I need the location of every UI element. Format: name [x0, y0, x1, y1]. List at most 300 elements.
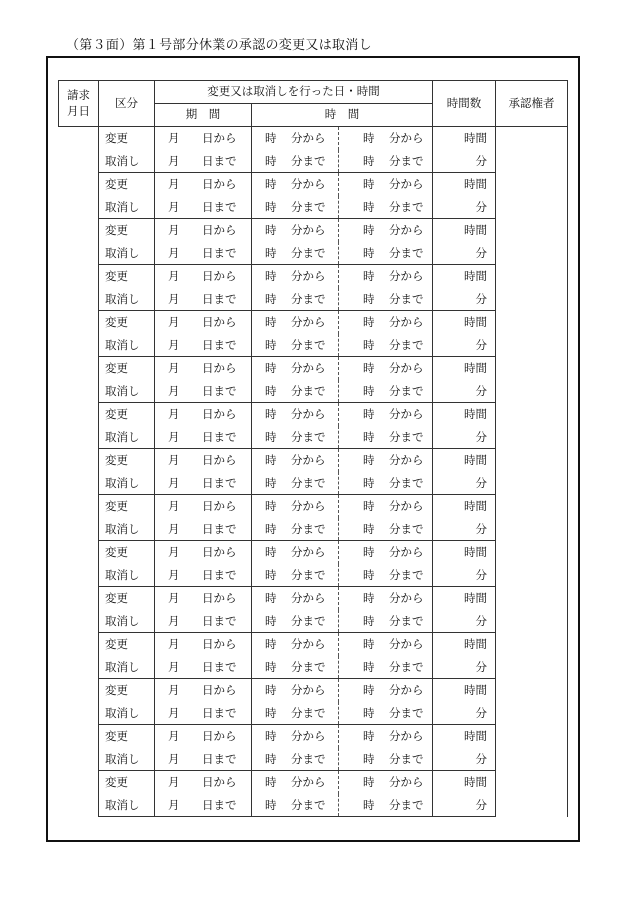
- minute-to-label: 分まで: [291, 475, 326, 490]
- minute-from-label: 分から: [389, 591, 424, 606]
- table-row-cancel: [59, 702, 568, 725]
- cancel-label: 取消し: [99, 702, 155, 725]
- hour-label: 時: [363, 775, 375, 790]
- hours-cell[interactable]: 時間: [433, 587, 496, 610]
- approver-cell[interactable]: [496, 541, 568, 587]
- approver-cell[interactable]: [496, 403, 568, 449]
- hour-label: 時: [265, 567, 277, 582]
- time-start-to-cell[interactable]: [252, 656, 339, 679]
- hour-label: 時: [265, 315, 277, 330]
- table-row-change: [59, 173, 568, 196]
- minute-to-label: 分まで: [291, 291, 326, 306]
- hour-label: 時: [265, 269, 277, 284]
- month-label: 月: [168, 545, 180, 560]
- period-to-cell[interactable]: [155, 288, 252, 311]
- hour-label: 時: [265, 659, 277, 674]
- minute-from-label: 分から: [389, 499, 424, 514]
- period-from-cell[interactable]: [155, 219, 252, 242]
- hour-label: 時: [265, 729, 277, 744]
- request-date-cell[interactable]: [59, 219, 99, 265]
- change-label: 変更: [99, 725, 155, 748]
- day-to-label: 日まで: [202, 797, 237, 812]
- time-end-to-cell[interactable]: [339, 702, 433, 725]
- day-to-label: 日まで: [202, 751, 237, 766]
- cancel-label: 取消し: [99, 564, 155, 587]
- time-end-from-cell[interactable]: [339, 403, 433, 426]
- minute-from-label: 分から: [291, 131, 326, 146]
- minute-to-label: 分まで: [291, 153, 326, 168]
- minutes-cell[interactable]: 分: [433, 288, 496, 311]
- period-from-cell[interactable]: [155, 311, 252, 334]
- day-from-label: 日から: [202, 453, 237, 468]
- period-to-cell[interactable]: [155, 380, 252, 403]
- period-from-cell[interactable]: [155, 587, 252, 610]
- period-to-cell[interactable]: [155, 656, 252, 679]
- day-from-label: 日から: [202, 223, 237, 238]
- hours-cell[interactable]: 時間: [433, 541, 496, 564]
- request-date-cell[interactable]: [59, 587, 99, 633]
- time-end-to-cell[interactable]: [339, 518, 433, 541]
- hour-label: 時: [363, 223, 375, 238]
- change-label: 変更: [99, 679, 155, 702]
- period-to-cell[interactable]: [155, 472, 252, 495]
- hour-label: 時: [363, 499, 375, 514]
- hours-cell[interactable]: 時間: [433, 449, 496, 472]
- time-start-to-cell[interactable]: [252, 426, 339, 449]
- time-start-from-cell[interactable]: [252, 495, 339, 518]
- hour-label: 時: [363, 199, 375, 214]
- minute-to-label: 分まで: [389, 199, 424, 214]
- time-end-to-cell[interactable]: [339, 334, 433, 357]
- request-date-cell[interactable]: [59, 725, 99, 771]
- day-to-label: 日まで: [202, 153, 237, 168]
- hours-cell[interactable]: 時間: [433, 403, 496, 426]
- table-row-change: [59, 633, 568, 656]
- time-start-from-cell[interactable]: [252, 219, 339, 242]
- day-from-label: 日から: [202, 729, 237, 744]
- minute-to-label: 分まで: [389, 383, 424, 398]
- time-end-to-cell[interactable]: [339, 656, 433, 679]
- month-label: 月: [168, 361, 180, 376]
- minutes-cell[interactable]: 分: [433, 150, 496, 173]
- day-to-label: 日まで: [202, 337, 237, 352]
- cancel-label: 取消し: [99, 748, 155, 771]
- hour-label: 時: [363, 337, 375, 352]
- cancel-label: 取消し: [99, 196, 155, 219]
- period-to-cell[interactable]: [155, 426, 252, 449]
- approver-cell[interactable]: [496, 495, 568, 541]
- hours-cell[interactable]: 時間: [433, 633, 496, 656]
- time-start-to-cell[interactable]: [252, 794, 339, 817]
- minute-from-label: 分から: [291, 591, 326, 606]
- minute-to-label: 分まで: [291, 567, 326, 582]
- month-label: 月: [168, 637, 180, 652]
- hours-cell[interactable]: 時間: [433, 495, 496, 518]
- minute-from-label: 分から: [291, 453, 326, 468]
- minutes-cell[interactable]: 分: [433, 518, 496, 541]
- day-from-label: 日から: [202, 177, 237, 192]
- time-end-from-cell[interactable]: [339, 219, 433, 242]
- change-label: 変更: [99, 127, 155, 150]
- minute-to-label: 分まで: [389, 475, 424, 490]
- day-from-label: 日から: [202, 775, 237, 790]
- period-to-cell[interactable]: [155, 610, 252, 633]
- month-label: 月: [168, 705, 180, 720]
- day-to-label: 日まで: [202, 199, 237, 214]
- table-row-change: [59, 449, 568, 472]
- period-to-cell[interactable]: [155, 150, 252, 173]
- minute-to-label: 分まで: [291, 797, 326, 812]
- hour-label: 時: [363, 637, 375, 652]
- minute-to-label: 分まで: [291, 613, 326, 628]
- time-end-to-cell[interactable]: [339, 150, 433, 173]
- time-start-to-cell[interactable]: [252, 518, 339, 541]
- header-approver: 承認権者: [496, 81, 568, 127]
- time-end-from-cell[interactable]: [339, 587, 433, 610]
- time-start-from-cell[interactable]: [252, 449, 339, 472]
- hour-label: 時: [265, 797, 277, 812]
- approver-cell[interactable]: [496, 173, 568, 219]
- time-end-from-cell[interactable]: [339, 127, 433, 150]
- month-label: 月: [168, 429, 180, 444]
- time-end-to-cell[interactable]: [339, 242, 433, 265]
- day-to-label: 日まで: [202, 521, 237, 536]
- hour-label: 時: [363, 613, 375, 628]
- period-to-cell[interactable]: [155, 518, 252, 541]
- cancel-label: 取消し: [99, 794, 155, 817]
- minute-from-label: 分から: [389, 361, 424, 376]
- hour-label: 時: [265, 499, 277, 514]
- time-start-from-cell[interactable]: [252, 771, 339, 794]
- period-from-cell[interactable]: [155, 495, 252, 518]
- minutes-cell[interactable]: 分: [433, 426, 496, 449]
- minute-from-label: 分から: [291, 177, 326, 192]
- period-from-cell[interactable]: [155, 265, 252, 288]
- hour-label: 時: [363, 797, 375, 812]
- request-date-cell[interactable]: [59, 265, 99, 311]
- month-label: 月: [168, 407, 180, 422]
- minutes-cell[interactable]: 分: [433, 702, 496, 725]
- day-from-label: 日から: [202, 131, 237, 146]
- time-end-from-cell[interactable]: [339, 541, 433, 564]
- time-start-from-cell[interactable]: [252, 633, 339, 656]
- period-to-cell[interactable]: [155, 702, 252, 725]
- hours-cell[interactable]: 時間: [433, 357, 496, 380]
- time-end-to-cell[interactable]: [339, 564, 433, 587]
- time-end-to-cell[interactable]: [339, 748, 433, 771]
- time-end-from-cell[interactable]: [339, 679, 433, 702]
- time-end-from-cell[interactable]: [339, 725, 433, 748]
- approver-cell[interactable]: [496, 449, 568, 495]
- month-label: 月: [168, 223, 180, 238]
- time-start-to-cell[interactable]: [252, 288, 339, 311]
- time-start-from-cell[interactable]: [252, 725, 339, 748]
- cancel-label: 取消し: [99, 380, 155, 403]
- month-label: 月: [168, 775, 180, 790]
- approver-cell[interactable]: [496, 311, 568, 357]
- day-from-label: 日から: [202, 361, 237, 376]
- day-from-label: 日から: [202, 499, 237, 514]
- table-row-change: [59, 357, 568, 380]
- period-from-cell[interactable]: [155, 357, 252, 380]
- approver-cell[interactable]: [496, 633, 568, 679]
- table-row-cancel: [59, 426, 568, 449]
- minute-to-label: 分まで: [291, 245, 326, 260]
- request-date-cell[interactable]: [59, 311, 99, 357]
- minute-from-label: 分から: [291, 407, 326, 422]
- period-to-cell[interactable]: [155, 196, 252, 219]
- minutes-cell[interactable]: 分: [433, 564, 496, 587]
- table-row-change: [59, 725, 568, 748]
- time-start-to-cell[interactable]: [252, 242, 339, 265]
- minute-from-label: 分から: [291, 775, 326, 790]
- month-label: 月: [168, 683, 180, 698]
- hours-cell[interactable]: 時間: [433, 679, 496, 702]
- header-hours-count: 時間数: [433, 81, 496, 127]
- request-date-cell[interactable]: [59, 633, 99, 679]
- change-label: 変更: [99, 357, 155, 380]
- minute-to-label: 分まで: [389, 567, 424, 582]
- minute-from-label: 分から: [291, 269, 326, 284]
- minute-to-label: 分まで: [389, 705, 424, 720]
- hour-label: 時: [363, 545, 375, 560]
- table-row-cancel: [59, 748, 568, 771]
- minute-to-label: 分まで: [389, 797, 424, 812]
- hour-label: 時: [265, 545, 277, 560]
- approver-cell[interactable]: [496, 357, 568, 403]
- minutes-cell[interactable]: 分: [433, 196, 496, 219]
- day-from-label: 日から: [202, 315, 237, 330]
- day-to-label: 日まで: [202, 475, 237, 490]
- day-from-label: 日から: [202, 637, 237, 652]
- period-to-cell[interactable]: [155, 242, 252, 265]
- minutes-cell[interactable]: 分: [433, 610, 496, 633]
- hour-label: 時: [265, 199, 277, 214]
- hours-cell[interactable]: 時間: [433, 219, 496, 242]
- approver-cell[interactable]: [496, 265, 568, 311]
- request-date-cell[interactable]: [59, 771, 99, 817]
- minute-to-label: 分まで: [291, 521, 326, 536]
- approver-cell[interactable]: [496, 587, 568, 633]
- period-from-cell[interactable]: [155, 127, 252, 150]
- hour-label: 時: [265, 361, 277, 376]
- minutes-cell[interactable]: 分: [433, 334, 496, 357]
- hour-label: 時: [363, 245, 375, 260]
- minutes-cell[interactable]: 分: [433, 794, 496, 817]
- approver-cell[interactable]: [496, 127, 568, 173]
- hour-label: 時: [265, 453, 277, 468]
- approver-cell[interactable]: [496, 771, 568, 817]
- period-to-cell[interactable]: [155, 748, 252, 771]
- hours-cell[interactable]: 時間: [433, 265, 496, 288]
- time-end-to-cell[interactable]: [339, 794, 433, 817]
- table-row-cancel: [59, 242, 568, 265]
- time-start-to-cell[interactable]: [252, 472, 339, 495]
- hours-cell[interactable]: 時間: [433, 725, 496, 748]
- period-from-cell[interactable]: [155, 633, 252, 656]
- minute-to-label: 分まで: [291, 751, 326, 766]
- time-start-to-cell[interactable]: [252, 564, 339, 587]
- time-end-to-cell[interactable]: [339, 610, 433, 633]
- approver-cell[interactable]: [496, 679, 568, 725]
- time-start-from-cell[interactable]: [252, 173, 339, 196]
- cancel-label: 取消し: [99, 518, 155, 541]
- change-label: 変更: [99, 403, 155, 426]
- minute-to-label: 分まで: [291, 429, 326, 444]
- minute-from-label: 分から: [389, 775, 424, 790]
- hour-label: 時: [265, 131, 277, 146]
- day-to-label: 日まで: [202, 245, 237, 260]
- hours-cell[interactable]: 時間: [433, 127, 496, 150]
- hour-label: 時: [265, 337, 277, 352]
- period-from-cell[interactable]: [155, 403, 252, 426]
- time-end-from-cell[interactable]: [339, 357, 433, 380]
- time-start-to-cell[interactable]: [252, 748, 339, 771]
- minute-from-label: 分から: [291, 729, 326, 744]
- minute-from-label: 分から: [389, 545, 424, 560]
- request-date-cell[interactable]: [59, 357, 99, 403]
- month-label: 月: [168, 613, 180, 628]
- day-from-label: 日から: [202, 407, 237, 422]
- minute-from-label: 分から: [291, 361, 326, 376]
- approver-cell[interactable]: [496, 725, 568, 771]
- table-row-cancel: [59, 288, 568, 311]
- month-label: 月: [168, 453, 180, 468]
- time-end-to-cell[interactable]: [339, 288, 433, 311]
- request-date-cell[interactable]: [59, 403, 99, 449]
- time-start-from-cell[interactable]: [252, 265, 339, 288]
- time-start-to-cell[interactable]: [252, 196, 339, 219]
- period-from-cell[interactable]: [155, 449, 252, 472]
- table-row-cancel: [59, 794, 568, 817]
- time-end-from-cell[interactable]: [339, 495, 433, 518]
- month-label: 月: [168, 199, 180, 214]
- hours-cell[interactable]: 時間: [433, 771, 496, 794]
- minute-from-label: 分から: [291, 545, 326, 560]
- time-start-from-cell[interactable]: [252, 357, 339, 380]
- table-row-cancel: [59, 196, 568, 219]
- hour-label: 時: [265, 223, 277, 238]
- day-to-label: 日まで: [202, 613, 237, 628]
- minute-to-label: 分まで: [389, 291, 424, 306]
- change-label: 変更: [99, 449, 155, 472]
- cancel-label: 取消し: [99, 334, 155, 357]
- minutes-cell[interactable]: 分: [433, 242, 496, 265]
- request-date-cell[interactable]: [59, 541, 99, 587]
- minute-to-label: 分まで: [389, 245, 424, 260]
- time-end-from-cell[interactable]: [339, 633, 433, 656]
- time-start-from-cell[interactable]: [252, 403, 339, 426]
- time-end-to-cell[interactable]: [339, 472, 433, 495]
- time-start-from-cell[interactable]: [252, 679, 339, 702]
- month-label: 月: [168, 383, 180, 398]
- header-period: 期 間: [155, 104, 252, 127]
- hour-label: 時: [363, 429, 375, 444]
- minute-from-label: 分から: [389, 315, 424, 330]
- hour-label: 時: [363, 591, 375, 606]
- request-date-cell[interactable]: [59, 495, 99, 541]
- time-end-from-cell[interactable]: [339, 311, 433, 334]
- day-to-label: 日まで: [202, 383, 237, 398]
- time-end-from-cell[interactable]: [339, 265, 433, 288]
- change-label: 変更: [99, 541, 155, 564]
- period-from-cell[interactable]: [155, 771, 252, 794]
- table-row-cancel: [59, 334, 568, 357]
- time-start-from-cell[interactable]: [252, 127, 339, 150]
- request-date-cell[interactable]: [59, 449, 99, 495]
- period-to-cell[interactable]: [155, 564, 252, 587]
- month-label: 月: [168, 567, 180, 582]
- change-label: 変更: [99, 495, 155, 518]
- table-row-cancel: [59, 656, 568, 679]
- approver-cell[interactable]: [496, 219, 568, 265]
- minute-to-label: 分まで: [389, 337, 424, 352]
- day-to-label: 日まで: [202, 567, 237, 582]
- minutes-cell[interactable]: 分: [433, 656, 496, 679]
- table-row-change: [59, 311, 568, 334]
- request-date-cell[interactable]: [59, 127, 99, 173]
- table-row-change: [59, 403, 568, 426]
- request-date-cell[interactable]: [59, 679, 99, 725]
- cancel-label: 取消し: [99, 150, 155, 173]
- day-to-label: 日まで: [202, 429, 237, 444]
- period-from-cell[interactable]: [155, 173, 252, 196]
- month-label: 月: [168, 131, 180, 146]
- time-start-to-cell[interactable]: [252, 702, 339, 725]
- time-end-from-cell[interactable]: [339, 449, 433, 472]
- time-end-from-cell[interactable]: [339, 173, 433, 196]
- table-row-cancel: [59, 518, 568, 541]
- minute-from-label: 分から: [389, 407, 424, 422]
- table-row-change: [59, 127, 568, 150]
- minute-from-label: 分から: [389, 453, 424, 468]
- hour-label: 時: [265, 775, 277, 790]
- time-end-to-cell[interactable]: [339, 426, 433, 449]
- hours-cell[interactable]: 時間: [433, 173, 496, 196]
- hours-cell[interactable]: 時間: [433, 311, 496, 334]
- period-from-cell[interactable]: [155, 725, 252, 748]
- hour-label: 時: [363, 361, 375, 376]
- month-label: 月: [168, 337, 180, 352]
- time-start-from-cell[interactable]: [252, 541, 339, 564]
- time-start-to-cell[interactable]: [252, 380, 339, 403]
- period-from-cell[interactable]: [155, 679, 252, 702]
- minutes-cell[interactable]: 分: [433, 472, 496, 495]
- time-start-to-cell[interactable]: [252, 150, 339, 173]
- time-end-to-cell[interactable]: [339, 196, 433, 219]
- time-start-to-cell[interactable]: [252, 610, 339, 633]
- period-from-cell[interactable]: [155, 541, 252, 564]
- day-to-label: 日まで: [202, 659, 237, 674]
- time-start-from-cell[interactable]: [252, 311, 339, 334]
- hour-label: 時: [363, 659, 375, 674]
- period-to-cell[interactable]: [155, 794, 252, 817]
- minutes-cell[interactable]: 分: [433, 380, 496, 403]
- hour-label: 時: [363, 177, 375, 192]
- period-to-cell[interactable]: [155, 334, 252, 357]
- request-date-cell[interactable]: [59, 173, 99, 219]
- cancel-label: 取消し: [99, 472, 155, 495]
- time-start-from-cell[interactable]: [252, 587, 339, 610]
- month-label: 月: [168, 177, 180, 192]
- time-end-to-cell[interactable]: [339, 380, 433, 403]
- cancel-label: 取消し: [99, 656, 155, 679]
- hour-label: 時: [363, 475, 375, 490]
- time-end-from-cell[interactable]: [339, 771, 433, 794]
- time-start-to-cell[interactable]: [252, 334, 339, 357]
- table-row-change: [59, 541, 568, 564]
- minutes-cell[interactable]: 分: [433, 748, 496, 771]
